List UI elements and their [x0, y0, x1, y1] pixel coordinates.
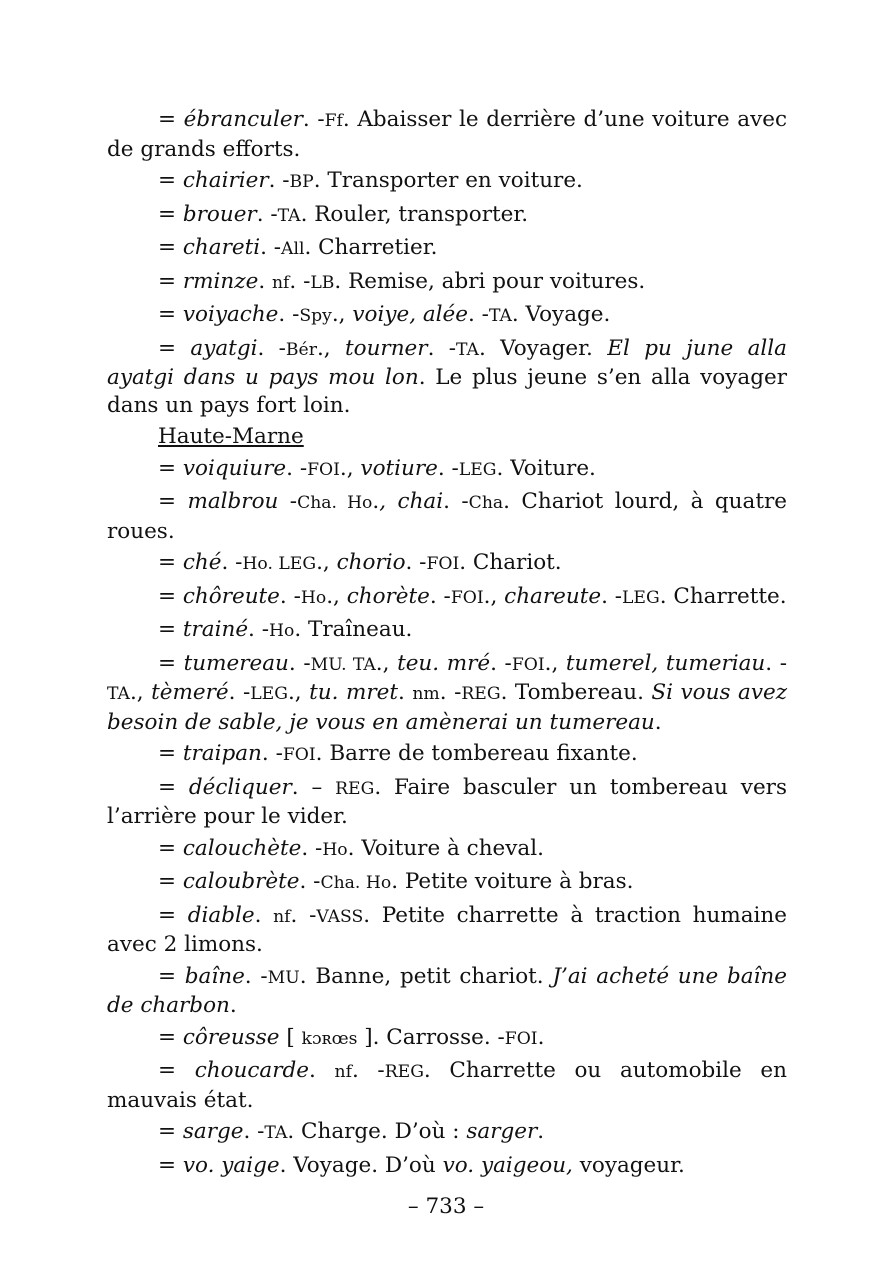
dialect-term: diable: [187, 902, 255, 928]
entry-text: =: [158, 1058, 195, 1083]
section-heading: Haute-Marne: [158, 424, 304, 449]
entry-text: -: [278, 489, 298, 514]
dialect-term: ayatgi: [190, 335, 258, 361]
page-number: – 733 –: [407, 1194, 485, 1219]
dialect-term: tu. mret: [301, 680, 398, 705]
entry-text: .,: [316, 550, 330, 575]
dialect-term: ébranculer: [183, 107, 303, 132]
entry-text: . -: [601, 583, 623, 609]
dictionary-entry: [107, 902, 787, 959]
entry-text: . -: [429, 583, 451, 609]
entry-text: . -: [278, 302, 300, 327]
dialect-term: vo. yaigeou,: [442, 1152, 573, 1178]
entry-text: . Traîneau.: [294, 617, 413, 642]
source-abbreviation: All: [281, 239, 305, 259]
source-abbreviation: FOI: [450, 587, 484, 608]
entry-text: . Banne, petit chariot.: [299, 963, 553, 989]
source-abbreviation: TA: [456, 339, 479, 360]
entry-text: . -: [405, 550, 427, 575]
dictionary-entry: [107, 1057, 787, 1114]
dialect-term: tourner: [330, 335, 428, 361]
source-abbreviation: REG: [384, 1062, 424, 1082]
entry-text: =: [158, 550, 183, 575]
dialect-term: tumerel, tumeriau: [565, 650, 766, 676]
dialect-term: côreusse: [182, 1024, 280, 1050]
entry-text: . Barre de tombereau fixante.: [315, 741, 638, 766]
entry-text: . Abaisser le derrière d’une voiture avec de grands efforts.: [107, 107, 787, 162]
entry-text: . -: [286, 455, 308, 481]
source-abbreviation: nf: [271, 272, 290, 293]
entry-text: =: [158, 963, 185, 989]
entry-text: =: [158, 741, 183, 766]
entry-text: .: [372, 489, 380, 514]
source-abbreviation: FOI: [307, 459, 340, 480]
entry-text: . Charretier.: [304, 235, 438, 260]
source-abbreviation: Ho: [322, 839, 348, 860]
dialect-term: chairier: [182, 168, 269, 193]
entry-text: . -: [765, 650, 787, 676]
dictionary-entry: [107, 268, 787, 298]
entry-text: . -: [299, 869, 321, 894]
entry-text: voyageur.: [572, 1152, 685, 1178]
entry-text: . Faire basculer un tombereau vers l’arrière pour le vider.: [107, 774, 787, 829]
dialect-term: vo. yaige: [182, 1152, 280, 1178]
entry-text: [: [279, 1024, 302, 1050]
entry-text: =: [158, 650, 184, 676]
entry-text: . Voyage. D’où: [279, 1152, 443, 1178]
entry-text: . -: [256, 201, 278, 227]
dictionary-entry: [107, 488, 787, 545]
dialect-term: J’ai acheté une baîne de charbon: [107, 963, 788, 1018]
entry-text: . -: [443, 489, 469, 514]
source-abbreviation: LEG: [458, 459, 497, 480]
entry-text: . -: [228, 680, 251, 705]
entry-text: . Transporter en voiture.: [313, 168, 583, 193]
source-abbreviation: nm: [412, 684, 440, 704]
entry-text: .: [258, 268, 272, 294]
dialect-term: tumereau: [183, 650, 289, 676]
dialect-term: chôreute: [182, 583, 280, 609]
dialect-term: trainé: [182, 617, 249, 642]
entry-text: . Le plus jeune s’en alla voyager dans un pays fort loin.: [107, 365, 787, 418]
entry-text: . -: [437, 455, 459, 481]
entry-text: =: [158, 869, 183, 894]
dictionary-entry: [107, 1152, 787, 1180]
entry-text: . Charge. D’où :: [287, 1119, 467, 1144]
entry-text: . -: [301, 835, 323, 861]
entry-text: . Chariot lourd, à quatre roues.: [107, 489, 787, 544]
source-abbreviation: FOI: [504, 1028, 538, 1049]
entry-text: =: [158, 455, 183, 481]
entry-text: =: [158, 774, 189, 800]
entry-text: . -: [248, 617, 269, 642]
entry-text: . -: [261, 741, 283, 766]
entry-text: . -: [279, 583, 301, 609]
entry-text: .,: [339, 455, 354, 481]
dialect-term: El pu june alla ayatgi dans u pays mou lon: [107, 335, 788, 390]
entry-text: =: [158, 1152, 183, 1178]
source-abbreviation: TA: [107, 684, 130, 704]
entry-text: . Chariot.: [459, 550, 562, 575]
dictionary-entry: [107, 650, 787, 737]
entry-text: =: [158, 583, 183, 609]
source-abbreviation: TA: [488, 306, 512, 326]
dictionary-entry: [107, 167, 787, 197]
entry-text: . -: [243, 1119, 265, 1144]
source-abbreviation: nf: [334, 1062, 352, 1082]
source-abbreviation: Spy: [299, 306, 332, 326]
entry-text: . -: [289, 268, 311, 294]
entry-text: .,: [375, 650, 398, 676]
entry-text: =: [158, 1119, 183, 1144]
entry-text: . -: [302, 107, 325, 132]
entry-text: . -: [288, 650, 311, 676]
source-abbreviation: TA: [264, 1123, 288, 1143]
dialect-term: choucarde: [194, 1058, 309, 1083]
dialect-term: sarger: [466, 1119, 538, 1144]
entry-text: =: [158, 489, 188, 514]
entry-text: =: [158, 1024, 183, 1050]
entry-text: . -: [468, 302, 489, 327]
dictionary-entry: [107, 963, 787, 1020]
dialect-term: votiure: [353, 455, 438, 481]
dialect-term: tèmeré: [143, 680, 229, 705]
dictionary-entry: [107, 106, 787, 163]
source-abbreviation: Ho: [268, 621, 295, 641]
source-abbreviation: TA: [277, 205, 301, 226]
source-abbreviation: BP: [289, 172, 314, 192]
entry-text: =: [158, 168, 183, 193]
entry-text: . -: [290, 902, 317, 928]
dictionary-entry: [107, 740, 787, 770]
dictionary-entry: [107, 583, 787, 613]
entry-text: .: [654, 709, 662, 735]
entry-text: .,: [287, 680, 302, 705]
entry-text: .,: [483, 583, 498, 609]
entry-text: . -: [257, 335, 286, 361]
source-abbreviation: MU. TA: [310, 654, 376, 675]
source-abbreviation: Cha. Ho: [297, 493, 373, 513]
dictionary-entry: [107, 234, 787, 264]
entry-text: =: [158, 201, 183, 227]
entry-text: . Petite charrette à traction humaine avec 2 limons.: [107, 902, 787, 957]
entry-text: .,: [129, 680, 144, 705]
dialect-term: chorio: [329, 550, 406, 575]
entry-text: . Petite voiture à bras.: [391, 869, 634, 894]
entry-text: . Voyage.: [511, 302, 611, 327]
entry-text: . -: [351, 1058, 385, 1083]
source-abbreviation: LB: [310, 272, 335, 293]
source-abbreviation: MU: [267, 967, 300, 988]
source-abbreviation: LEG: [622, 587, 660, 608]
entry-text: . Voyager.: [478, 335, 608, 361]
dialect-term: traipan: [182, 741, 262, 766]
dialect-term: chareute: [497, 583, 602, 609]
entry-text: .,: [326, 583, 340, 609]
source-abbreviation: FOI: [511, 654, 545, 675]
source-abbreviation: Bér: [285, 339, 317, 360]
entry-text: .: [537, 1024, 545, 1050]
source-abbreviation: LEG: [250, 684, 288, 704]
dictionary-entry: [107, 201, 787, 231]
source-abbreviation: FOI: [426, 554, 460, 574]
dictionary-entry: [107, 774, 787, 831]
entry-text: .,: [331, 302, 353, 327]
entry-text: =: [158, 335, 191, 361]
dialect-term: brouer: [182, 201, 257, 227]
dictionary-entry: [107, 1024, 787, 1054]
entry-text: =: [158, 302, 183, 327]
source-abbreviation: FOI: [282, 745, 316, 765]
dictionary-entry: [107, 835, 787, 865]
entry-text: =: [158, 107, 184, 132]
source-abbreviation: Cha: [468, 493, 504, 513]
entry-text: . -: [244, 963, 268, 989]
entry-text: =: [158, 268, 183, 294]
dictionary-entry: [107, 301, 787, 331]
source-abbreviation: nf: [273, 906, 291, 927]
dialect-term: baîne: [184, 963, 245, 989]
entry-text: . Voiture à cheval.: [347, 835, 544, 861]
source-abbreviation: REG: [335, 778, 375, 799]
entry-text: . -: [427, 335, 457, 361]
entry-text: . Remise, abri pour voitures.: [334, 268, 646, 294]
dialect-term: , chai: [379, 489, 444, 514]
entry-text: =: [158, 617, 183, 642]
entry-text: =: [158, 835, 183, 861]
entry-text: . -: [439, 680, 462, 705]
entry-text: . Voiture.: [496, 455, 596, 481]
entry-text: . -: [268, 168, 290, 193]
entry-text: . Charrette.: [659, 583, 787, 609]
entry-text: . Tombereau.: [500, 680, 652, 705]
dictionary-entry: [107, 455, 787, 485]
dialect-term: Si vous avez besoin de sable, je vous en amènerai un tumereau: [107, 680, 788, 735]
dictionary-entry: [107, 868, 787, 898]
dialect-term: voiquiure: [182, 455, 287, 481]
entry-text: =: [158, 235, 183, 260]
entry-text: .: [397, 680, 413, 705]
dictionary-entry: [107, 1118, 787, 1148]
source-abbreviation: VASS: [316, 906, 364, 927]
dictionary-entry: [107, 335, 787, 420]
entry-text: . -: [260, 235, 282, 260]
dialect-term: voiyache: [182, 302, 279, 327]
dialect-term: décliquer: [188, 774, 292, 800]
source-abbreviation: Cha. Ho: [320, 873, 392, 893]
dialect-term: caloubrète: [182, 869, 300, 894]
entry-text: =: [158, 902, 188, 928]
entry-text: . -: [221, 550, 243, 575]
dialect-term: rminze: [182, 268, 259, 294]
dictionary-entry: [107, 549, 787, 579]
entry-text: . –: [291, 774, 336, 800]
source-abbreviation: kɔʀœs: [301, 1028, 358, 1049]
dialect-term: teu. mré: [397, 650, 491, 676]
entry-text: .: [309, 1058, 335, 1083]
entry-text: ]. Carrosse. -: [357, 1024, 505, 1050]
entry-text: . Charrette ou automobile en mauvais état.: [107, 1058, 787, 1113]
source-abbreviation: REG: [461, 684, 501, 704]
entry-text: .: [254, 902, 274, 928]
entry-text: .: [537, 1119, 545, 1144]
dialect-term: sarge: [182, 1119, 244, 1144]
entry-text: . Rouler, transporter.: [300, 201, 529, 227]
dialect-term: chareti: [182, 235, 261, 260]
dialect-term: calouchète: [182, 835, 302, 861]
dictionary-entry: [107, 616, 787, 646]
entry-text: . -: [490, 650, 512, 676]
dialect-term: chorète: [339, 583, 430, 609]
dictionary-page-body: [107, 106, 787, 1183]
source-abbreviation: Ho. LEG: [242, 554, 317, 574]
source-abbreviation: Ff: [324, 111, 343, 131]
dialect-term: malbrou: [187, 489, 279, 514]
source-abbreviation: Ho: [300, 587, 327, 608]
entry-text: .,: [544, 650, 566, 676]
entry-text: .,: [316, 335, 331, 361]
dialect-term: voiye, alée: [352, 302, 469, 327]
dialect-term: ché: [182, 550, 222, 575]
entry-text: .: [229, 993, 237, 1018]
